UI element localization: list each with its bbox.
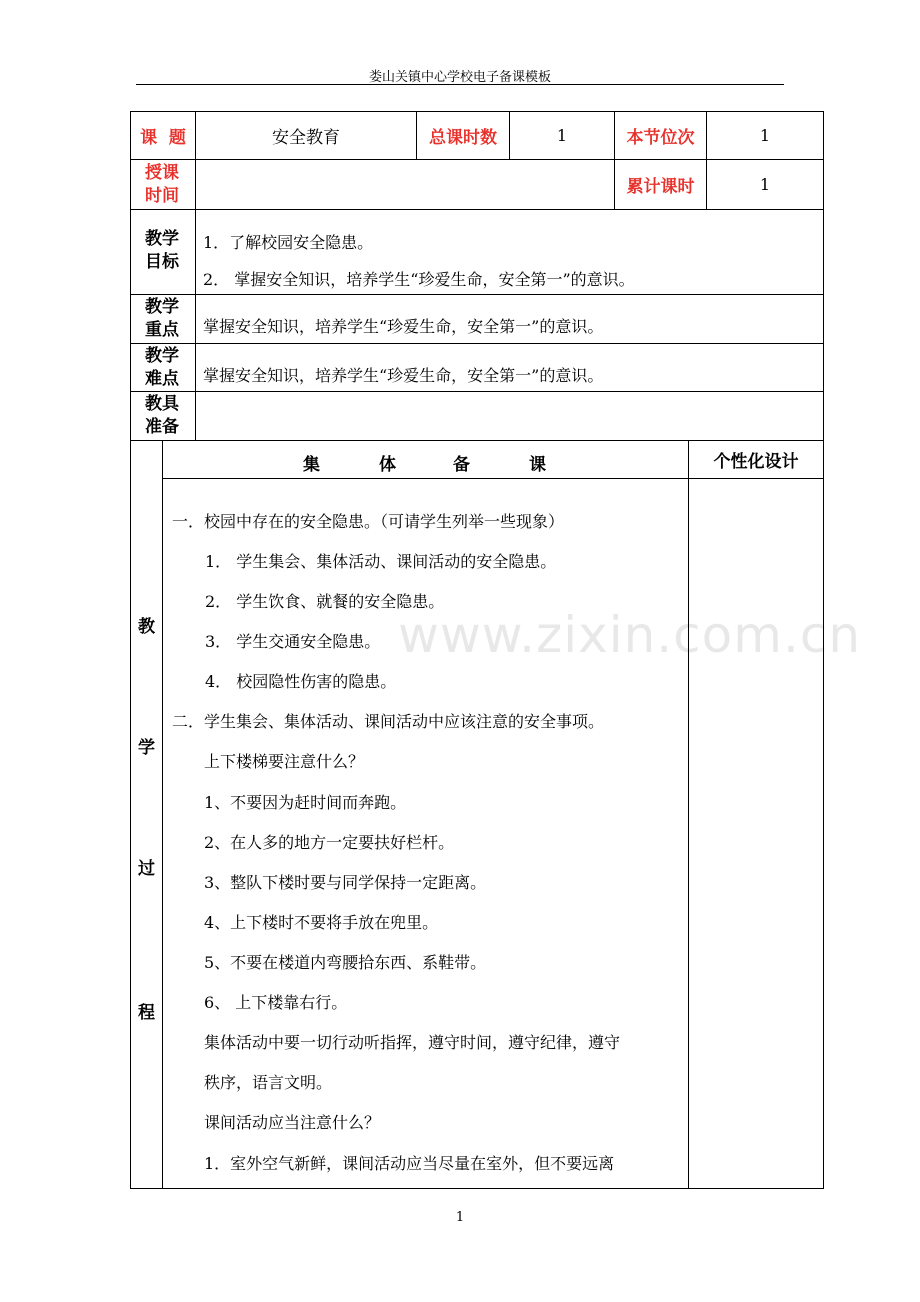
topic-value: 安全教育 [195, 111, 417, 160]
process-side-char: 程 [138, 1003, 155, 1023]
collective-heading-char: 课 [529, 455, 546, 475]
process-line: 秩序，语言文明。 [204, 1073, 333, 1092]
process-line: 3． 学生交通安全隐患。 [205, 632, 381, 651]
total-hours-label: 总课时数 [416, 111, 510, 160]
process-line: 一．校园中存在的安全隐患。（可请学生列举一些现象） [172, 512, 565, 531]
time-label-cell [130, 159, 196, 210]
key-points-label: 教学重点 [145, 297, 179, 340]
collective-content [162, 478, 689, 1189]
position-label: 本节位次 [614, 111, 707, 160]
process-line: 课间活动应当注意什么？ [204, 1113, 381, 1132]
difficulties-text: 掌握安全知识，培养学生“珍爱生命，安全第一”的意识。 [203, 366, 604, 385]
process-line: 二．学生集会、集体活动、课间活动中应该注意的安全事项。 [172, 712, 605, 731]
collective-heading-char: 集 [303, 455, 320, 475]
goals-label-cell [130, 209, 196, 295]
key-points-text: 掌握安全知识，培养学生“珍爱生命，安全第一”的意识。 [203, 317, 604, 336]
collective-heading-char: 备 [453, 455, 470, 475]
process-line: 1．室外空气新鲜，课间活动应当尽量在室外，但不要远离 [204, 1154, 615, 1173]
process-line: 2． 学生饮食、就餐的安全隐患。 [205, 592, 445, 611]
difficulties-label: 教学难点 [145, 346, 179, 389]
tools-label: 教具准备 [145, 394, 179, 437]
process-line: 集体活动中要一切行动听指挥，遵守时间，遵守纪律，遵守 [204, 1033, 621, 1052]
page-number: 1 [455, 1210, 465, 1225]
tools-label-cell [130, 391, 196, 441]
time-value [195, 159, 615, 210]
process-line: 2、在人多的地方一定要扶好栏杆。 [204, 833, 455, 852]
time-label: 授课时间 [145, 163, 179, 206]
topic-label: 课 题 [130, 111, 196, 160]
personal-design-heading: 个性化设计 [688, 440, 824, 479]
watermark: www.zixin.com.cn [398, 606, 862, 664]
process-line: 1、不要因为赶时间而奔跑。 [204, 793, 407, 812]
goals-content [195, 209, 824, 295]
key-points-content [195, 294, 824, 344]
collective-heading-char: 体 [379, 455, 396, 475]
process-line: 4、上下楼时不要将手放在兜里。 [204, 913, 439, 932]
process-line: 1． 学生集会、集体活动、课间活动的安全隐患。 [205, 552, 557, 571]
difficulties-label-cell [130, 343, 196, 392]
process-line: 3、整队下楼时要与同学保持一定距离。 [204, 873, 487, 892]
goal-item: 2． 掌握安全知识，培养学生“珍爱生命，安全第一”的意识。 [203, 270, 635, 289]
collective-heading-cell [162, 440, 689, 479]
difficulties-content [195, 343, 824, 392]
key-points-label-cell [130, 294, 196, 344]
goals-label: 教学目标 [145, 229, 179, 272]
position-value: 1 [706, 111, 824, 160]
total-hours-value: 1 [509, 111, 615, 160]
header-rule [136, 84, 784, 85]
process-side-char: 教 [138, 617, 155, 637]
process-side-char: 过 [138, 859, 155, 879]
process-line: 6、 上下楼靠右行。 [204, 993, 348, 1012]
cumulative-label: 累计课时 [614, 159, 707, 210]
process-line: 5、不要在楼道内弯腰拾东西、系鞋带。 [204, 953, 487, 972]
tools-value [195, 391, 824, 441]
cumulative-value: 1 [706, 159, 824, 210]
process-side-char: 学 [138, 738, 155, 758]
personal-design-content [688, 478, 824, 1189]
goal-item: 1．了解校园安全隐患。 [203, 233, 374, 252]
process-line: 上下楼梯要注意什么？ [204, 752, 365, 771]
process-side-cell [130, 440, 163, 1189]
process-line: 4． 校园隐性伤害的隐患。 [205, 672, 397, 691]
page-header-title: 娄山关镇中心学校电子备课模板 [368, 70, 551, 85]
